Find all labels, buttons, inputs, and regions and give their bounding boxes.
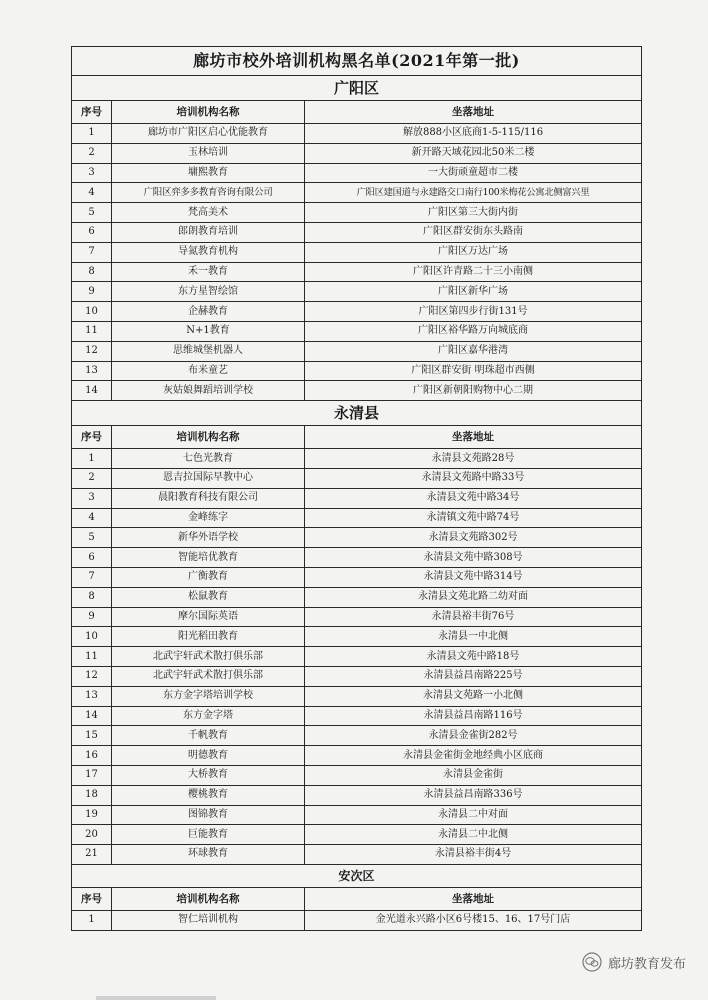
table-row (72, 163, 642, 183)
table-row (72, 567, 642, 587)
institution-name: 恩吉拉国际早教中心 (112, 468, 305, 488)
table-row (72, 845, 642, 865)
institution-address: 永清县文苑中路18号 (305, 647, 642, 667)
institution-name: 图锦教育 (112, 805, 305, 825)
page-edge (96, 996, 216, 1000)
page-title: 廊坊市校外培训机构黑名单(2021年第一批) (72, 47, 642, 76)
table-row (72, 203, 642, 223)
table-row (72, 706, 642, 726)
institution-address: 一大街顽童超市二楼 (305, 163, 642, 183)
table-row (72, 468, 642, 488)
table-row (72, 726, 642, 746)
header-address: 坐落地址 (305, 101, 642, 124)
table-row (72, 361, 642, 381)
row-number: 8 (72, 587, 112, 607)
institution-name: 七色光教育 (112, 449, 305, 469)
institution-name: 廊坊市广阳区启心优能教育 (112, 124, 305, 144)
institution-name: 环球教育 (112, 845, 305, 865)
row-number: 18 (72, 785, 112, 805)
table-row (72, 627, 642, 647)
row-number: 13 (72, 361, 112, 381)
district-row (72, 864, 642, 887)
header-name: 培训机构名称 (112, 101, 305, 124)
row-number: 6 (72, 222, 112, 242)
row-number: 20 (72, 825, 112, 845)
row-number: 5 (72, 528, 112, 548)
row-number: 16 (72, 746, 112, 766)
row-number: 10 (72, 302, 112, 322)
institution-name: 阳光稻田教育 (112, 627, 305, 647)
watermark-text: 廊坊教育发布 (607, 956, 686, 972)
institution-address: 永清县二中对面 (305, 805, 642, 825)
institution-name: 樱桃教育 (112, 785, 305, 805)
row-number: 7 (72, 567, 112, 587)
row-number: 21 (72, 845, 112, 865)
institution-address: 永清县文苑中路34号 (305, 488, 642, 508)
institution-address: 永清县二中北侧 (305, 825, 642, 845)
row-number: 2 (72, 468, 112, 488)
table-row (72, 488, 642, 508)
header-no: 序号 (72, 101, 112, 124)
table-row (72, 765, 642, 785)
table-row (72, 143, 642, 163)
institution-name: 明德教育 (112, 746, 305, 766)
row-number: 1 (72, 124, 112, 144)
institution-name: 晨阳教育科技有限公司 (112, 488, 305, 508)
institution-name: 企赫教育 (112, 302, 305, 322)
institution-address: 金光道永兴路小区6号楼15、16、17号门店 (305, 910, 642, 930)
institution-address: 永清县一中北侧 (305, 627, 642, 647)
institution-address: 广阳区万达广场 (305, 242, 642, 262)
table-row (72, 805, 642, 825)
table-row (72, 785, 642, 805)
district-row (72, 76, 642, 101)
institution-address: 永清县益昌南路225号 (305, 666, 642, 686)
table-row (72, 910, 642, 930)
institution-name: 灰姑娘舞蹈培训学校 (112, 381, 305, 401)
institution-name: 摩尔国际英语 (112, 607, 305, 627)
row-number: 12 (72, 666, 112, 686)
institution-name: 玉林培训 (112, 143, 305, 163)
row-number: 12 (72, 341, 112, 361)
row-number: 8 (72, 262, 112, 282)
row-number: 9 (72, 607, 112, 627)
institution-name: 智能培优教育 (112, 548, 305, 568)
district-name: 安次区 (72, 864, 642, 887)
table-row (72, 508, 642, 528)
header-address: 坐落地址 (305, 887, 642, 910)
wechat-icon (582, 952, 602, 972)
institution-name: 广衡教育 (112, 567, 305, 587)
institution-address: 永清县文苑中路308号 (305, 548, 642, 568)
row-number: 17 (72, 765, 112, 785)
table-row (72, 548, 642, 568)
table-row (72, 341, 642, 361)
row-number: 6 (72, 548, 112, 568)
row-number: 3 (72, 488, 112, 508)
institution-address: 永清县文苑中路314号 (305, 567, 642, 587)
row-number: 4 (72, 508, 112, 528)
table-row (72, 666, 642, 686)
institution-name: 东方金字塔 (112, 706, 305, 726)
column-header-row (72, 887, 642, 910)
institution-address: 永清县文苑路28号 (305, 449, 642, 469)
institution-address: 广阳区建国道与永建路交口南行100米梅花公寓北侧富兴里 (305, 183, 642, 203)
institution-address: 永清县益昌南路116号 (305, 706, 642, 726)
header-name: 培训机构名称 (112, 426, 305, 449)
institution-name: 郎朗教育培训 (112, 222, 305, 242)
row-number: 1 (72, 449, 112, 469)
institution-address: 永清县文苑路302号 (305, 528, 642, 548)
table-row (72, 528, 642, 548)
institution-name: 松鼠教育 (112, 587, 305, 607)
institution-name: 东方金字塔培训学校 (112, 686, 305, 706)
row-number: 5 (72, 203, 112, 223)
institution-address: 广阳区新华广场 (305, 282, 642, 302)
institution-address: 永清县金雀街 (305, 765, 642, 785)
institution-name: 布米童艺 (112, 361, 305, 381)
row-number: 7 (72, 242, 112, 262)
institution-name: 墉熙教育 (112, 163, 305, 183)
header-address: 坐落地址 (305, 426, 642, 449)
institution-name: 千帆教育 (112, 726, 305, 746)
institution-name: 思维城堡机器人 (112, 341, 305, 361)
district-name: 永清县 (72, 401, 642, 426)
row-number: 11 (72, 321, 112, 341)
institution-name: 金峰练字 (112, 508, 305, 528)
header-name: 培训机构名称 (112, 887, 305, 910)
header-no: 序号 (72, 887, 112, 910)
institution-address: 永清镇文苑中路74号 (305, 508, 642, 528)
district-row (72, 401, 642, 426)
row-number: 13 (72, 686, 112, 706)
institution-address: 广阳区裕华路万向城底商 (305, 321, 642, 341)
institution-address: 广阳区嘉华港湾 (305, 341, 642, 361)
institution-name: 梵高美术 (112, 203, 305, 223)
table-row (72, 242, 642, 262)
row-number: 19 (72, 805, 112, 825)
source-watermark (582, 952, 686, 972)
column-header-row (72, 101, 642, 124)
row-number: 14 (72, 381, 112, 401)
institution-address: 广阳区第四步行街131号 (305, 302, 642, 322)
row-number: 9 (72, 282, 112, 302)
institution-address: 解放888小区底商1-5-115/116 (305, 124, 642, 144)
institution-address: 永清县益昌南路336号 (305, 785, 642, 805)
institution-address: 广阳区第三大街内街 (305, 203, 642, 223)
table-row (72, 222, 642, 242)
institution-name: 智仁培训机构 (112, 910, 305, 930)
institution-name: 大桥教育 (112, 765, 305, 785)
blacklist-table (71, 46, 642, 931)
table-row (72, 647, 642, 667)
institution-address: 广阳区许青路二十三小南侧 (305, 262, 642, 282)
institution-name: 禾一教育 (112, 262, 305, 282)
table-row (72, 381, 642, 401)
table-row (72, 262, 642, 282)
table-row (72, 825, 642, 845)
header-no: 序号 (72, 426, 112, 449)
row-number: 3 (72, 163, 112, 183)
row-number: 1 (72, 910, 112, 930)
institution-name: 新华外语学校 (112, 528, 305, 548)
institution-name: 北武宇轩武术散打俱乐部 (112, 666, 305, 686)
institution-address: 永清县金雀街金地经典小区底商 (305, 746, 642, 766)
table-row (72, 449, 642, 469)
row-number: 14 (72, 706, 112, 726)
table-row (72, 302, 642, 322)
table-row (72, 321, 642, 341)
institution-address: 广阳区新朝阳购物中心二期 (305, 381, 642, 401)
institution-name: 东方星智绘馆 (112, 282, 305, 302)
institution-address: 永清县文苑北路二幼对面 (305, 587, 642, 607)
institution-address: 永清县裕丰街76号 (305, 607, 642, 627)
table-row (72, 746, 642, 766)
row-number: 11 (72, 647, 112, 667)
institution-name: N+1教育 (112, 321, 305, 341)
column-header-row (72, 426, 642, 449)
institution-name: 导氮教育机构 (112, 242, 305, 262)
institution-address: 广阳区群安街东头路南 (305, 222, 642, 242)
row-number: 10 (72, 627, 112, 647)
district-name: 广阳区 (72, 76, 642, 101)
table-row (72, 124, 642, 144)
institution-address: 永清县裕丰街4号 (305, 845, 642, 865)
institution-name: 北武宇轩武术散打俱乐部 (112, 647, 305, 667)
table-row (72, 183, 642, 203)
institution-name: 广阳区弈多多教育咨询有限公司 (112, 183, 305, 203)
institution-address: 新开路天域花园北50米二楼 (305, 143, 642, 163)
institution-address: 永清县文苑路中路33号 (305, 468, 642, 488)
table-row (72, 686, 642, 706)
row-number: 2 (72, 143, 112, 163)
row-number: 15 (72, 726, 112, 746)
row-number: 4 (72, 183, 112, 203)
institution-address: 广阳区群安街 明珠超市西侧 (305, 361, 642, 381)
table-row (72, 607, 642, 627)
table-row (72, 587, 642, 607)
table-row (72, 282, 642, 302)
title-row (72, 47, 642, 76)
institution-address: 永清县金雀街282号 (305, 726, 642, 746)
institution-address: 永清县文苑路一小北侧 (305, 686, 642, 706)
institution-name: 巨能教育 (112, 825, 305, 845)
